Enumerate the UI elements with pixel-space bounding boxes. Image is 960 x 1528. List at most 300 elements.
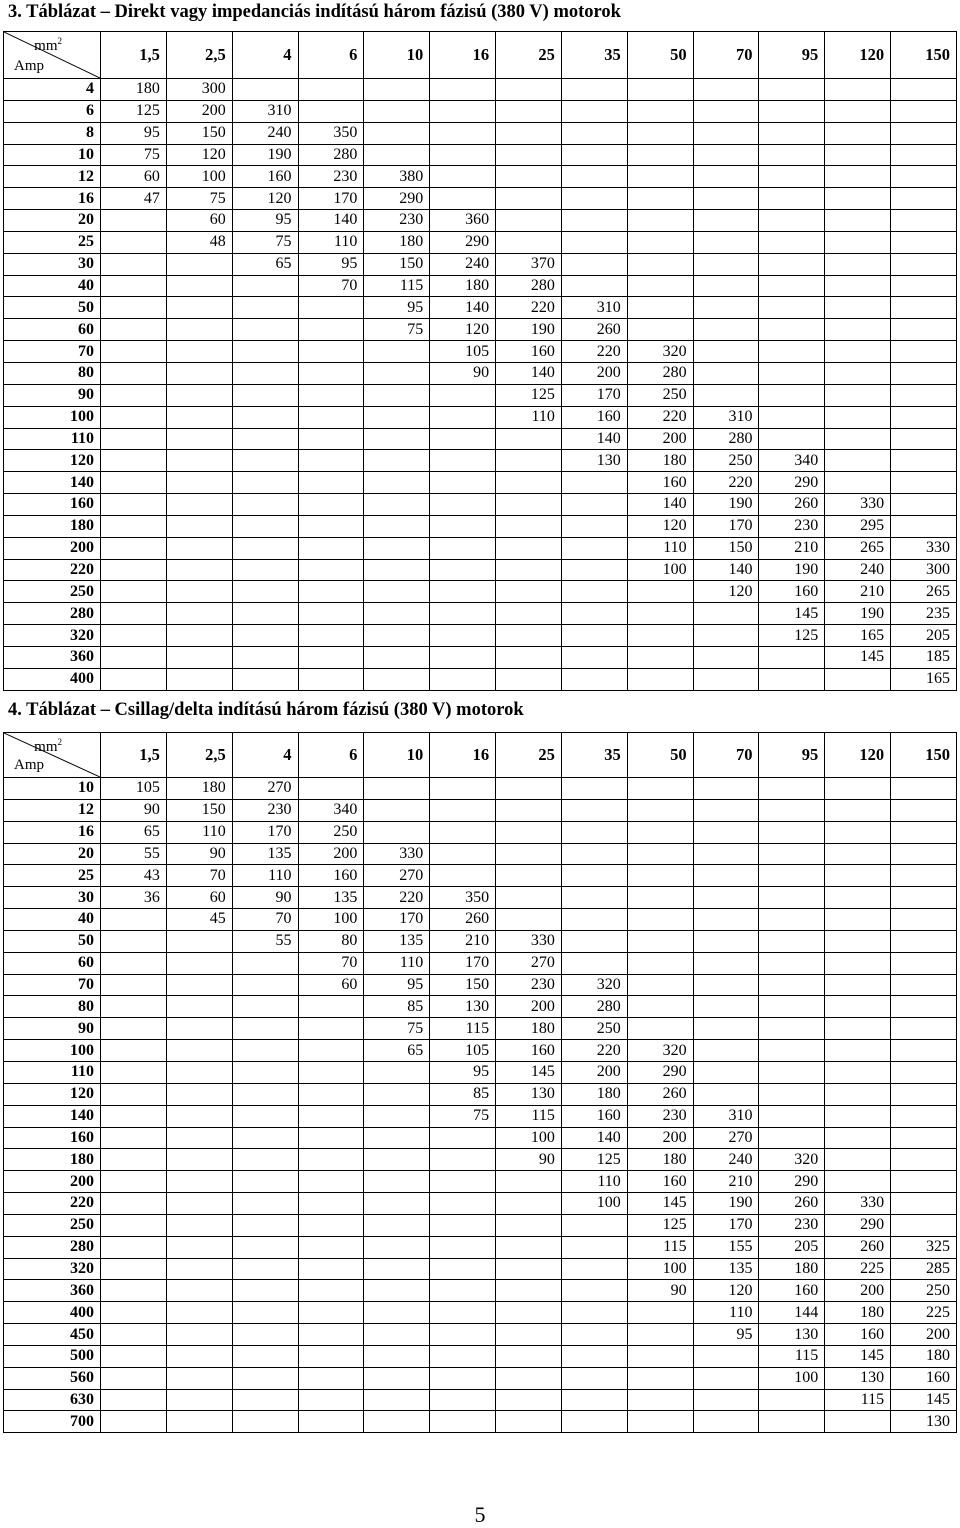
length-cell [496,428,562,450]
length-cell [364,494,430,516]
length-cell: 95 [430,1061,496,1083]
length-cell: 90 [496,1149,562,1171]
length-cell: 200 [561,1061,627,1083]
length-cell [101,1280,167,1302]
length-cell: 200 [627,428,693,450]
column-header: 4 [232,32,298,79]
length-cell [627,1389,693,1411]
length-cell [496,100,562,122]
length-cell [430,865,496,887]
column-header: 6 [298,32,364,79]
length-cell [825,1171,891,1193]
length-cell [232,646,298,668]
length-cell: 240 [430,253,496,275]
table-row [4,909,957,931]
length-cell: 330 [364,843,430,865]
length-cell [430,1280,496,1302]
cross-section-unit-label [34,737,62,756]
length-cell [364,1345,430,1367]
table-row [4,1149,957,1171]
length-cell [101,1324,167,1346]
length-cell [561,952,627,974]
column-header: 150 [891,32,957,79]
amp-cell: 140 [4,1105,101,1127]
length-cell [232,952,298,974]
length-cell: 270 [496,952,562,974]
length-cell: 190 [693,1193,759,1215]
length-cell: 170 [430,952,496,974]
table-row [4,646,957,668]
length-cell: 145 [496,1061,562,1083]
length-cell: 200 [561,362,627,384]
length-cell [693,1411,759,1433]
length-cell [561,887,627,909]
length-cell: 340 [759,450,825,472]
length-cell [166,1411,232,1433]
length-cell [430,799,496,821]
length-cell [825,865,891,887]
length-cell [627,1345,693,1367]
amp-cell: 100 [4,1040,101,1062]
length-cell: 95 [101,122,167,144]
length-cell [430,1171,496,1193]
length-cell [561,668,627,690]
length-cell [166,1324,232,1346]
length-cell [364,1083,430,1105]
length-cell [298,1171,364,1193]
length-cell [364,100,430,122]
length-cell: 210 [430,930,496,952]
length-cell [627,625,693,647]
length-cell [693,100,759,122]
length-cell [166,472,232,494]
length-cell: 140 [496,362,562,384]
length-cell: 340 [298,799,364,821]
length-cell [364,341,430,363]
length-cell [496,144,562,166]
length-cell: 90 [627,1280,693,1302]
length-cell [825,188,891,210]
length-cell: 200 [627,1127,693,1149]
amp-cell: 40 [4,275,101,297]
length-cell [496,1345,562,1367]
length-cell [891,887,957,909]
length-cell [891,865,957,887]
length-cell [759,1411,825,1433]
amp-cell: 10 [4,144,101,166]
length-cell [759,1127,825,1149]
length-cell: 130 [561,450,627,472]
length-cell [430,646,496,668]
length-cell: 380 [364,166,430,188]
length-cell [101,1411,167,1433]
length-cell [759,166,825,188]
length-cell [430,821,496,843]
length-cell [232,1127,298,1149]
length-cell [232,1214,298,1236]
length-cell [232,1345,298,1367]
length-cell: 190 [496,319,562,341]
length-cell: 105 [430,341,496,363]
length-cell [430,1214,496,1236]
length-cell [430,100,496,122]
amp-cell: 280 [4,603,101,625]
length-cell [101,1345,167,1367]
length-cell: 150 [364,253,430,275]
length-cell [101,1171,167,1193]
length-cell [101,450,167,472]
length-cell: 250 [891,1280,957,1302]
length-cell: 250 [627,384,693,406]
length-cell: 170 [693,515,759,537]
length-cell [430,428,496,450]
length-cell [298,1040,364,1062]
length-cell [561,799,627,821]
table-row [4,581,957,603]
length-cell [166,1040,232,1062]
length-cell [759,122,825,144]
column-header: 16 [430,733,496,778]
length-cell [561,210,627,232]
length-cell [232,537,298,559]
length-cell: 160 [627,1171,693,1193]
length-cell [298,603,364,625]
length-cell [232,319,298,341]
length-cell [891,231,957,253]
length-cell [561,1214,627,1236]
table-row [4,275,957,297]
length-cell [825,472,891,494]
amp-cell: 16 [4,821,101,843]
length-cell: 110 [232,865,298,887]
length-cell: 130 [891,1411,957,1433]
length-cell: 230 [627,1105,693,1127]
length-cell: 310 [232,100,298,122]
length-cell: 135 [364,930,430,952]
length-cell [430,1302,496,1324]
length-cell: 130 [430,996,496,1018]
length-cell [891,122,957,144]
length-cell [298,450,364,472]
length-cell [693,646,759,668]
length-cell [693,319,759,341]
length-cell: 95 [364,974,430,996]
length-cell [298,428,364,450]
length-cell [364,1171,430,1193]
length-cell [232,1171,298,1193]
table-row [4,668,957,690]
length-cell: 110 [496,406,562,428]
length-cell [430,122,496,144]
length-cell: 115 [759,1345,825,1367]
column-header: 35 [561,733,627,778]
length-cell: 160 [496,341,562,363]
length-cell [693,122,759,144]
length-cell [430,1127,496,1149]
length-cell [298,384,364,406]
length-cell [825,887,891,909]
length-cell [759,843,825,865]
length-cell [759,79,825,101]
length-cell [496,231,562,253]
length-cell [496,537,562,559]
amp-cell: 40 [4,909,101,931]
table-row [4,603,957,625]
length-cell: 100 [496,1127,562,1149]
length-cell: 320 [759,1149,825,1171]
amp-cell: 400 [4,1302,101,1324]
table-row [4,1345,957,1367]
length-cell: 120 [232,188,298,210]
length-cell [561,843,627,865]
length-cell [561,646,627,668]
length-cell: 85 [430,1083,496,1105]
amp-cell: 60 [4,952,101,974]
unit-exponent: 2 [57,36,62,46]
length-cell [693,930,759,952]
length-cell [496,450,562,472]
length-cell [101,210,167,232]
table-row [4,166,957,188]
length-cell: 285 [891,1258,957,1280]
length-cell [825,1149,891,1171]
table-row [4,122,957,144]
length-cell [101,581,167,603]
column-header: 95 [759,733,825,778]
length-cell [430,668,496,690]
length-cell: 125 [101,100,167,122]
length-cell [825,1105,891,1127]
length-cell [101,494,167,516]
length-cell: 180 [364,231,430,253]
length-cell [101,952,167,974]
length-cell [891,930,957,952]
length-cell: 160 [232,166,298,188]
unit-exponent: 2 [57,737,62,747]
length-cell [166,668,232,690]
length-cell [496,494,562,516]
length-cell: 160 [759,1280,825,1302]
length-cell [561,100,627,122]
length-cell [561,603,627,625]
length-cell [627,188,693,210]
length-cell: 150 [430,974,496,996]
length-cell [825,1018,891,1040]
table-row [4,559,957,581]
length-cell [891,996,957,1018]
length-cell [561,472,627,494]
length-cell [364,1061,430,1083]
length-cell [364,1367,430,1389]
length-cell [430,472,496,494]
length-cell [166,646,232,668]
length-cell [496,887,562,909]
length-cell [627,275,693,297]
amp-cell: 400 [4,668,101,690]
length-cell [825,122,891,144]
length-cell [101,515,167,537]
length-cell: 140 [298,210,364,232]
length-cell [759,1040,825,1062]
length-cell [166,406,232,428]
length-cell [101,1236,167,1258]
length-cell [364,1193,430,1215]
length-cell [101,362,167,384]
table-row [4,253,957,275]
length-cell [298,996,364,1018]
length-cell [627,668,693,690]
length-cell [166,1367,232,1389]
length-cell: 295 [825,515,891,537]
length-cell [298,1105,364,1127]
amp-cell: 20 [4,210,101,232]
column-header: 50 [627,733,693,778]
length-cell: 100 [627,559,693,581]
length-cell [825,821,891,843]
length-cell [298,537,364,559]
length-cell [759,275,825,297]
length-cell: 220 [561,341,627,363]
length-cell: 190 [825,603,891,625]
length-cell [693,865,759,887]
length-cell: 100 [759,1367,825,1389]
length-cell [561,1280,627,1302]
length-cell [891,384,957,406]
length-cell [364,668,430,690]
length-cell: 190 [759,559,825,581]
length-cell [891,974,957,996]
length-cell [364,450,430,472]
amp-cell: 70 [4,341,101,363]
length-cell [298,1258,364,1280]
length-cell [825,100,891,122]
length-cell [825,668,891,690]
length-cell [298,494,364,516]
length-cell [101,384,167,406]
length-cell [232,406,298,428]
length-cell [825,166,891,188]
length-cell [891,515,957,537]
length-cell [166,603,232,625]
length-cell: 160 [825,1324,891,1346]
length-cell: 350 [298,122,364,144]
header-row [4,733,957,778]
length-cell [364,515,430,537]
length-cell [232,428,298,450]
length-cell [693,778,759,800]
length-cell [627,865,693,887]
length-cell: 110 [298,231,364,253]
column-header: 95 [759,32,825,79]
length-cell: 150 [693,537,759,559]
length-cell [298,406,364,428]
length-cell [166,362,232,384]
length-cell: 280 [693,428,759,450]
amp-cell: 30 [4,253,101,275]
length-cell [430,1389,496,1411]
length-cell: 75 [430,1105,496,1127]
length-cell: 270 [693,1127,759,1149]
length-cell: 60 [166,210,232,232]
length-cell [101,1149,167,1171]
length-cell [364,1411,430,1433]
length-cell [693,210,759,232]
column-header: 1,5 [101,733,167,778]
length-cell [430,1193,496,1215]
length-cell [627,930,693,952]
length-cell [364,1127,430,1149]
length-cell [232,996,298,1018]
length-cell [825,79,891,101]
length-cell: 180 [891,1345,957,1367]
length-cell: 200 [825,1280,891,1302]
length-cell [693,341,759,363]
length-cell: 270 [232,778,298,800]
length-cell [561,122,627,144]
column-header: 10 [364,32,430,79]
length-cell [825,253,891,275]
amp-cell: 120 [4,1083,101,1105]
amp-cell: 220 [4,559,101,581]
length-cell [891,428,957,450]
length-cell [891,1061,957,1083]
length-cell [232,1411,298,1433]
length-cell [825,1127,891,1149]
length-cell: 320 [627,1040,693,1062]
length-cell [891,188,957,210]
length-cell [298,1302,364,1324]
length-cell: 240 [232,122,298,144]
length-cell [101,1083,167,1105]
length-cell [101,1367,167,1389]
length-cell [759,210,825,232]
length-cell [891,297,957,319]
length-cell: 105 [430,1040,496,1062]
length-cell [430,1324,496,1346]
table-row [4,887,957,909]
length-cell [693,996,759,1018]
length-cell [232,1389,298,1411]
length-cell [364,362,430,384]
length-cell [825,275,891,297]
length-cell: 220 [561,1040,627,1062]
length-cell [496,1193,562,1215]
length-cell: 130 [825,1367,891,1389]
length-cell: 95 [364,297,430,319]
amp-cell: 160 [4,494,101,516]
length-cell [166,625,232,647]
length-cell: 310 [693,1105,759,1127]
length-cell [430,537,496,559]
length-cell [693,974,759,996]
length-cell [166,253,232,275]
length-cell [759,188,825,210]
amp-cell: 12 [4,799,101,821]
length-cell [825,996,891,1018]
length-cell: 260 [627,1083,693,1105]
length-cell [561,515,627,537]
length-cell [891,821,957,843]
length-cell [101,668,167,690]
length-cell [232,1018,298,1040]
length-cell [166,1236,232,1258]
length-cell [759,821,825,843]
length-cell [693,887,759,909]
unit-text: mm [34,38,58,54]
corner-header-cell [4,32,101,79]
length-cell: 120 [693,1280,759,1302]
length-cell [759,887,825,909]
